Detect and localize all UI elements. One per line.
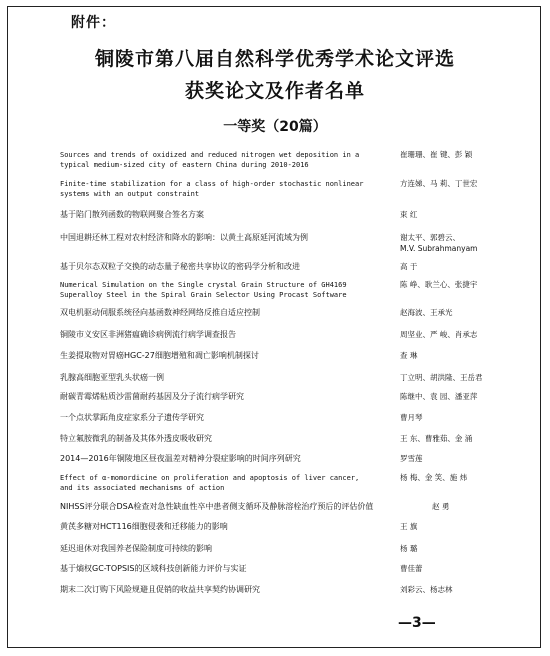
paper-title: 基于陷门散列函数的物联网聚合签名方案 xyxy=(60,210,204,219)
authors: 赵海波、王承光 xyxy=(400,308,453,317)
authors: 高 于 xyxy=(400,262,418,271)
paper-title: 铜陵市义安区非洲猪瘟确诊病例流行病学调查报告 xyxy=(60,330,236,339)
authors: 刘彩云、杨志林 xyxy=(400,585,453,594)
authors: 杨 璐 xyxy=(400,544,418,553)
authors: 王 旗 xyxy=(400,522,418,531)
paper-title: 特立氟胺微乳的制备及其体外透皮吸收研究 xyxy=(60,434,212,443)
paper-title: 2014—2016年铜陵地区昼夜温差对精神分裂症影响的时间序列研究 xyxy=(60,454,301,463)
authors: 周坚业、严 峻、肖承志 xyxy=(400,330,478,339)
paper-title: 耐碳青霉烯粘质沙雷菌耐药基因及分子流行病学研究 xyxy=(60,392,244,401)
authors: 罗雪莲 xyxy=(400,454,423,463)
authors: 曹佳蕾 xyxy=(400,564,423,573)
authors: 束 红 xyxy=(400,210,418,219)
paper-title: Sources and trends of oxidized and reduced nitrogen wet deposition in a typical medium-sized city of eastern China during 2010-2016 xyxy=(60,151,360,169)
authors: 陈 峥、耿兰心、张捷宇 xyxy=(400,280,478,289)
authors: 谢太平、郭碧云、 M.V. Subrahmanyam xyxy=(400,233,478,253)
paper-title: 生姜提取物对胃癌HGC-27细胞增殖和凋亡影响机制探讨 xyxy=(60,351,259,360)
authors: 丁立明、胡洪隆、王岳君 xyxy=(400,373,483,382)
paper-title: 黄芪多糖对HCT116细胞侵袭和迁移能力的影响 xyxy=(60,522,228,531)
paper-title: Numerical Simulation on the Single crystal Grain Structure of GH4169 Superalloy Steel in the Spiral Grain Selector Using Procast Software xyxy=(60,281,347,299)
paper-title: Effect of α-momordicine on proliferation and apoptosis of liver cancer, and its associated mechanisms of action xyxy=(60,474,360,492)
authors: 陈继中、袁 园、潘亚萍 xyxy=(400,392,478,401)
attachment-label: 附件： xyxy=(71,15,116,31)
paper-title: Finite-time stabilization for a class of high-order stochastic nonlinear systems with an output constraint xyxy=(60,180,364,198)
section-heading: 一等奖（20篇） xyxy=(223,119,327,135)
authors: 杨 梅、金 笑、施 炜 xyxy=(400,473,468,482)
authors: 王 东、曹雅茹、金 涌 xyxy=(400,434,473,443)
paper-title: 乳腺高细胞亚型乳头状癌一例 xyxy=(60,373,164,382)
paper-title: 延迟退休对我国养老保险制度可持续的影响 xyxy=(60,544,212,553)
paper-title: 基于贝尔态双粒子交换的动态量子秘密共享协议的密码学分析和改进 xyxy=(60,262,300,271)
page-number: —3— xyxy=(398,615,436,631)
authors: 曹月琴 xyxy=(400,413,423,422)
paper-title: 中国退耕还林工程对农村经济和降水的影响：以黄土高原延河流域为例 xyxy=(60,233,308,242)
document-title-line1: 铜陵市第八届自然科学优秀学术论文评选 xyxy=(94,48,455,70)
authors: 赵 勇 xyxy=(432,502,450,511)
document-title-line2: 获奖论文及作者名单 xyxy=(184,80,365,102)
authors: 查 琳 xyxy=(400,351,418,360)
paper-title: 双电机驱动伺服系统径向基函数神经网络反推自适应控制 xyxy=(60,308,260,317)
paper-title: 基于熵权GC-TOPSIS的区域科技创新能力评价与实证 xyxy=(60,564,247,573)
paper-title: 一个点状掌跖角皮症家系分子遗传学研究 xyxy=(60,413,204,422)
paper-title: 期末二次订购下风险规避且促销的收益共享契约协调研究 xyxy=(60,585,260,594)
authors: 方连娣、马 莉、丁世宏 xyxy=(400,179,478,188)
authors: 崔珊珊、崔 键、彭 颖 xyxy=(400,150,473,159)
paper-title: NIHSS评分联合DSA检查对急性缺血性卒中患者侧支循环及静脉溶栓治疗预后的评估价值 xyxy=(60,502,374,511)
